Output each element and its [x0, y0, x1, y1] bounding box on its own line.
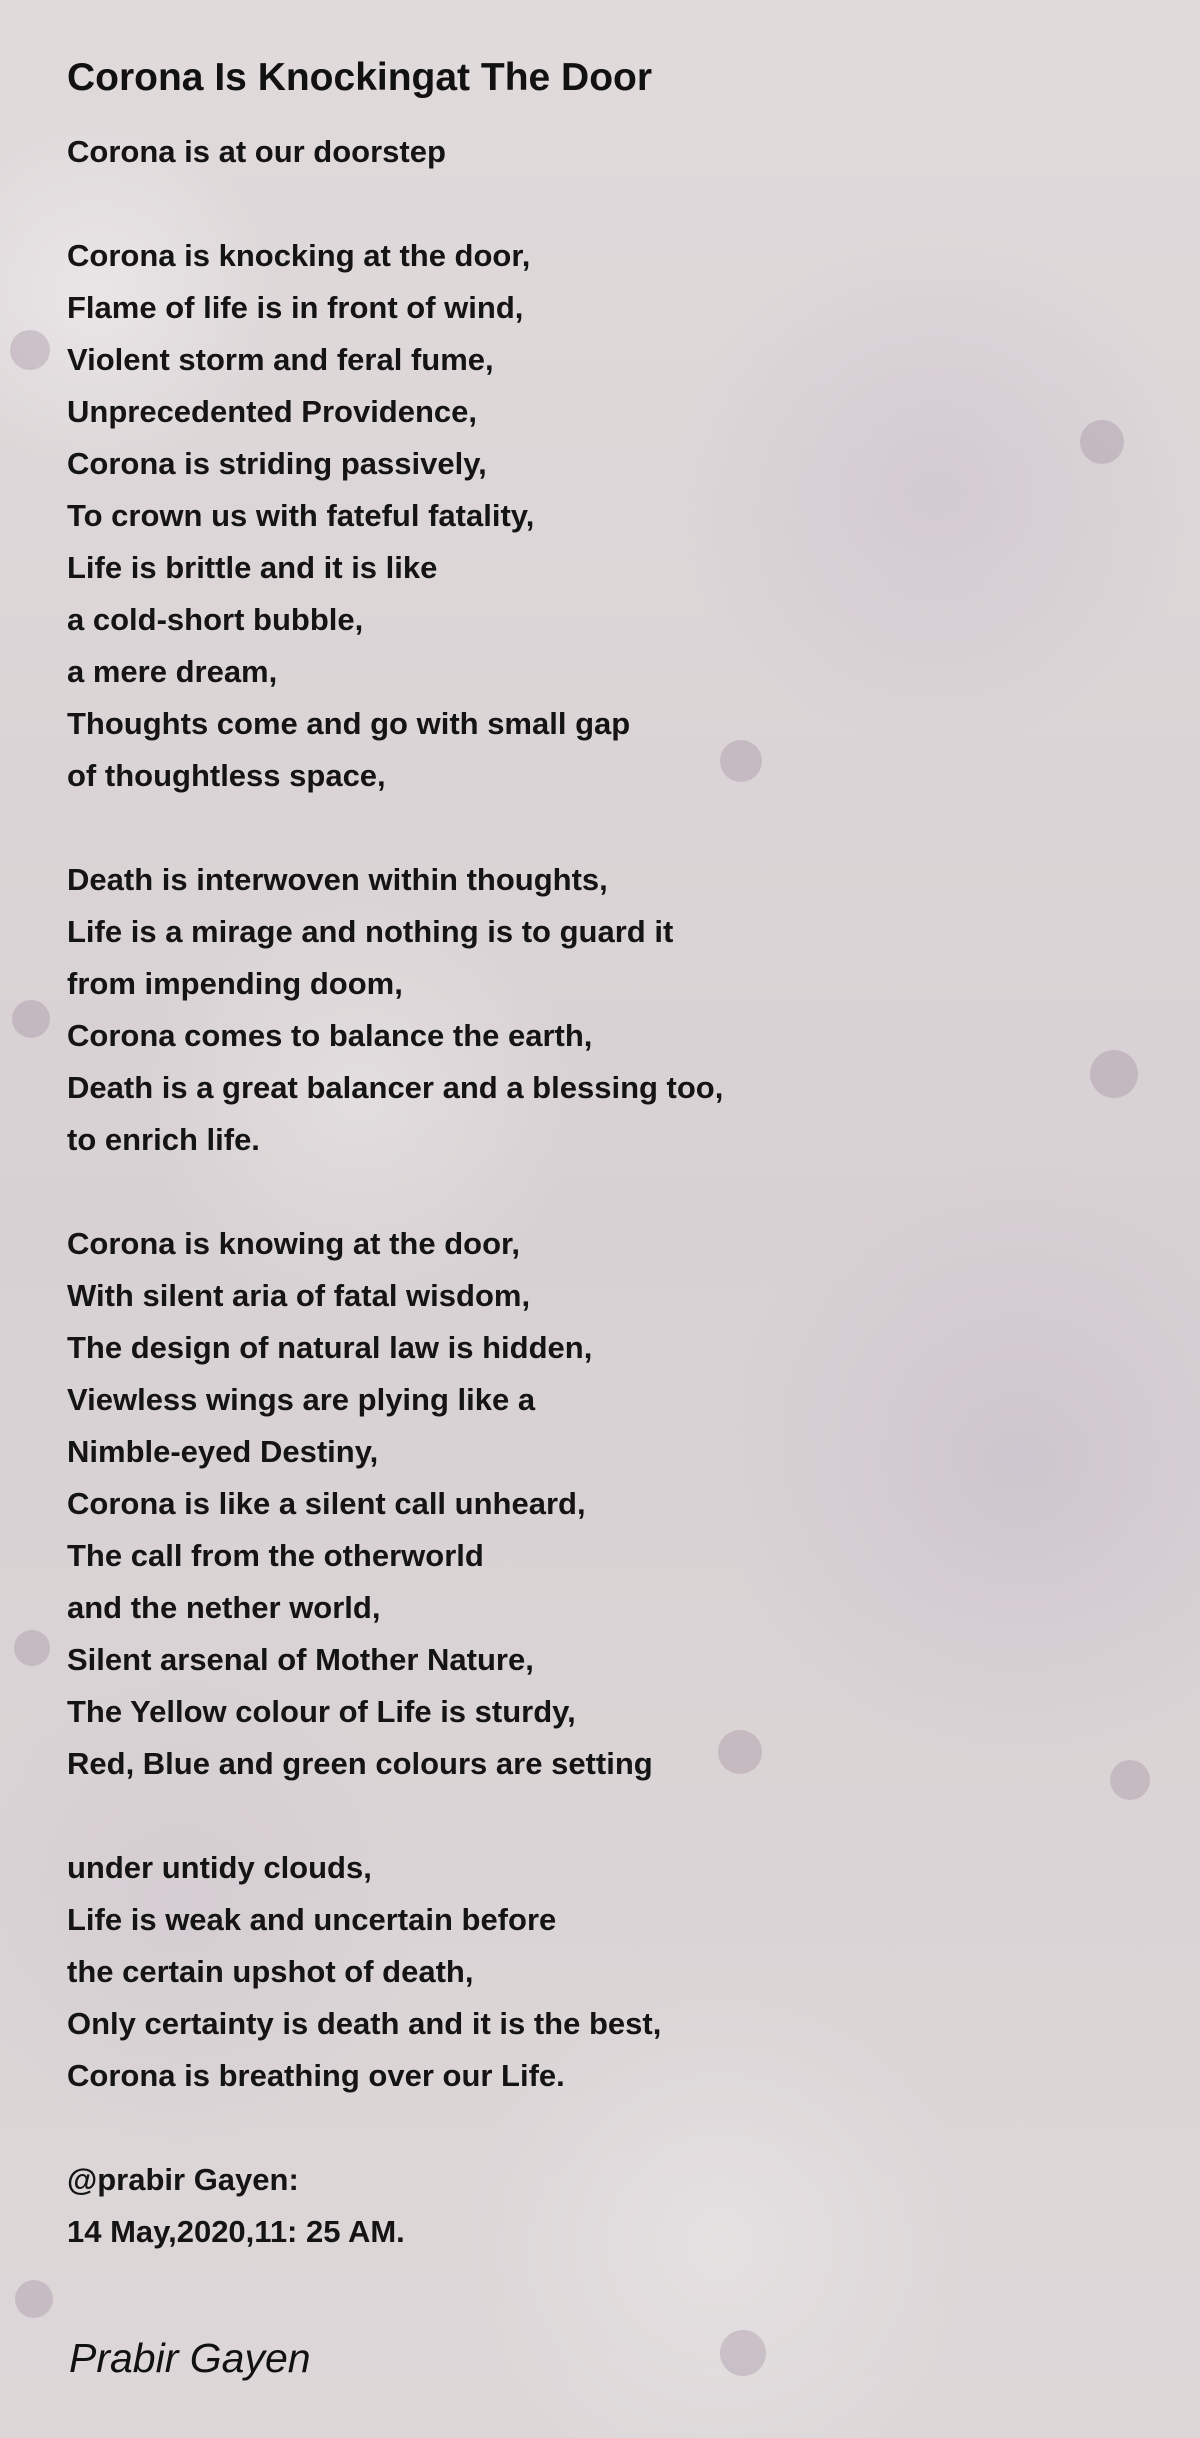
poem-line: Death is a great balancer and a blessing too, [67, 1070, 724, 1105]
poem-line: Flame of life is in front of wind, [67, 290, 524, 325]
stanza-gap [67, 178, 1127, 230]
poem-title: Corona Is Knockingat The Door [67, 56, 653, 99]
poem [67, 50, 1127, 2258]
poem-line: to enrich life. [67, 1122, 260, 1157]
poem-line: @prabir Gayen: [67, 2162, 299, 2197]
poem-body [67, 126, 1127, 2258]
stanza [67, 230, 1127, 802]
poem-line: The design of natural law is hidden, [67, 1330, 593, 1365]
poem-line: the certain upshot of death, [67, 1954, 474, 1989]
stanza-gap [67, 2102, 1127, 2154]
author-name: Prabir Gayen [69, 2335, 311, 2381]
stanza-gap [67, 802, 1127, 854]
poem-line: With silent aria of fatal wisdom, [67, 1278, 531, 1313]
poem-line: Only certainty is death and it is the best, [67, 2006, 662, 2041]
poem-line: of thoughtless space, [67, 758, 386, 793]
poem-line: Life is brittle and it is like [67, 550, 438, 585]
poem-line: Nimble-eyed Destiny, [67, 1434, 379, 1469]
poem-line: Corona comes to balance the earth, [67, 1018, 593, 1053]
poem-line: Unprecedented Providence, [67, 394, 478, 429]
stanza [67, 854, 1127, 1166]
poem-line: Corona is knocking at the door, [67, 238, 531, 273]
stanza [67, 1218, 1127, 1790]
poem-line: Corona is striding passively, [67, 446, 487, 481]
poem-line: from impending doom, [67, 966, 403, 1001]
poem-line: Death is interwoven within thoughts, [67, 862, 608, 897]
poem-line: To crown us with fateful fatality, [67, 498, 535, 533]
poem-line: a mere dream, [67, 654, 278, 689]
poem-line: Life is weak and uncertain before [67, 1902, 557, 1937]
poem-line: Corona is knowing at the door, [67, 1226, 520, 1261]
stanza-gap [67, 1166, 1127, 1218]
poem-line: a cold-short bubble, [67, 602, 364, 637]
poem-line: Viewless wings are plying like a [67, 1382, 536, 1417]
poem-line: Silent arsenal of Mother Nature, [67, 1642, 534, 1677]
poem-line: The Yellow colour of Life is sturdy, [67, 1694, 576, 1729]
poem-line: under untidy clouds, [67, 1850, 372, 1885]
poem-line: Corona is breathing over our Life. [67, 2058, 565, 2093]
poem-line: Thoughts come and go with small gap [67, 706, 631, 741]
poem-line: 14 May,2020,11: 25 AM. [67, 2214, 405, 2249]
stanza [67, 126, 1127, 178]
poem-line: Red, Blue and green colours are setting [67, 1746, 653, 1781]
poem-line: Life is a mirage and nothing is to guard it [67, 914, 674, 949]
poem-line: The call from the otherworld [67, 1538, 484, 1573]
stanza [67, 1842, 1127, 2102]
poem-line: Corona is at our doorstep [67, 134, 446, 169]
poem-line: and the nether world, [67, 1590, 381, 1625]
poem-line: Violent storm and feral fume, [67, 342, 494, 377]
poem-line: Corona is like a silent call unheard, [67, 1486, 586, 1521]
stanza-gap [67, 1790, 1127, 1842]
stanza [67, 2154, 1127, 2258]
